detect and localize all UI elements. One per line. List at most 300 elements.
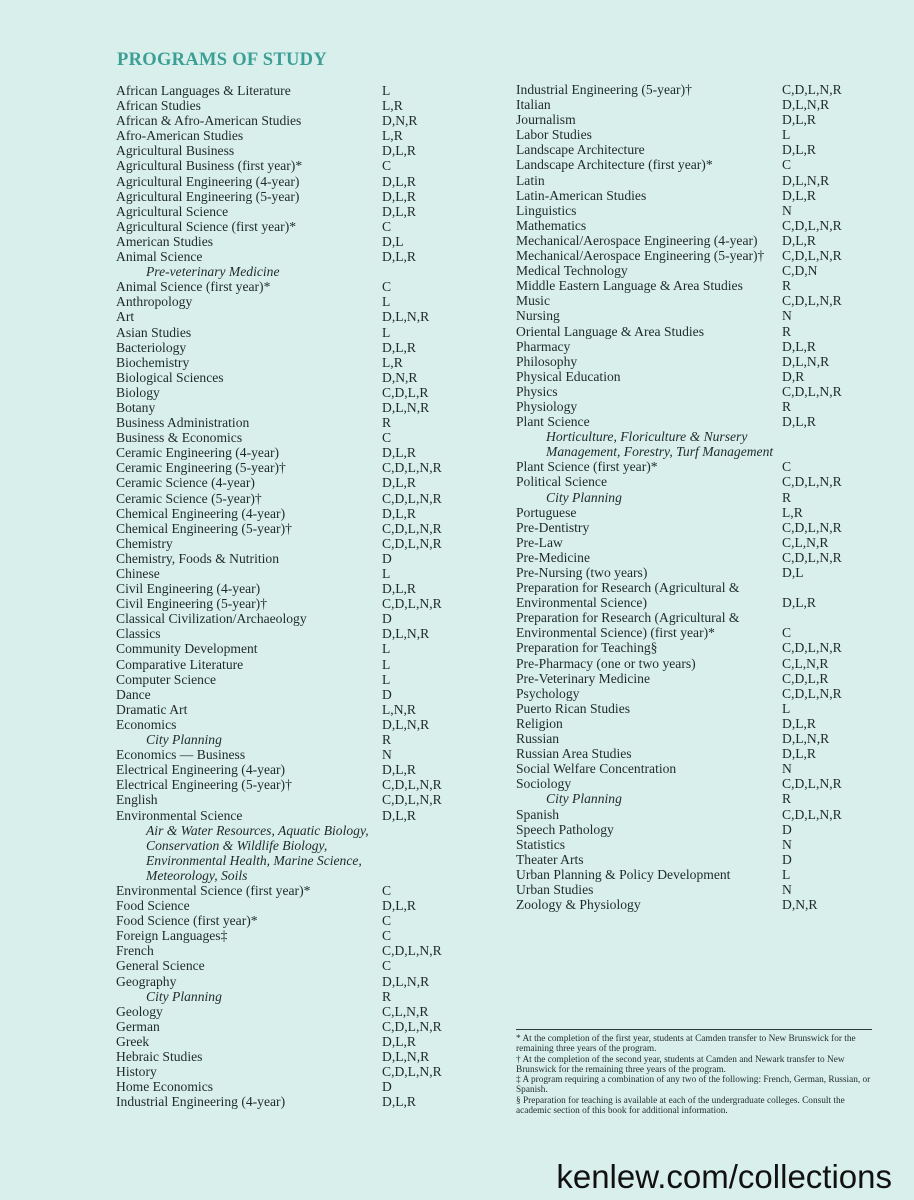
campus-codes: C,D,L,N,R [782,248,842,264]
program-row [516,565,886,580]
program-name: African Languages & Literature [116,83,291,98]
program-name: Agricultural Science (first year)* [116,218,297,234]
campus-codes: D,N,R [382,369,418,385]
program-row [516,399,886,414]
campus-codes: D,L,N,R [782,353,830,369]
program-row [116,747,486,762]
program-row [116,596,486,611]
campus-codes: L [382,83,391,98]
program-row [116,128,486,143]
campus-codes: D,L,N,R [382,1049,430,1064]
program-name: Pharmacy [516,338,571,354]
program-row [516,535,886,550]
program-row [516,324,886,339]
campus-codes: C,D,L,N,R [382,943,442,959]
program-name: Greek [116,1033,150,1049]
program-name: Physical Education [516,368,621,384]
campus-codes: L [382,641,391,657]
program-name: Asian Studies [116,324,192,340]
campus-codes: D,N,R [382,113,418,129]
program-name: Statistics [516,836,566,852]
program-row [116,174,486,189]
program-name: Comparative Literature [116,656,244,672]
campus-codes: D,L,R [782,142,816,158]
program-row [116,521,486,536]
program-row [116,672,486,687]
campus-codes: R [782,323,792,339]
campus-codes: C,L,N,R [782,655,829,671]
program-name: City Planning [146,988,222,1004]
program-name: Art [116,309,135,325]
program-row [516,97,886,112]
footnote-divider [516,1029,872,1030]
program-row [116,1004,486,1019]
campus-codes: C [382,928,392,944]
program-name: Home Economics [116,1079,214,1095]
campus-codes: C,D,L,N,R [382,777,442,793]
program-name: Latin [516,172,545,188]
campus-codes: D,L,N,R [382,399,430,415]
program-row [116,506,486,521]
campus-codes: R [782,791,792,807]
program-name: Food Science [116,898,190,914]
footnote-first-year: * At the completion of the first year, students at Camden transfer to New Brunswick for the remaining three years of the program. [516,1034,856,1055]
program-row [516,807,886,822]
program-name: Dance [116,686,151,702]
program-name: African & Afro-American Studies [116,113,302,129]
campus-codes: D,R [782,368,805,384]
campus-codes: D [382,550,392,566]
campus-codes: D,L,R [382,1094,416,1110]
program-name: Agricultural Engineering (5-year) [116,188,300,204]
program-row [516,112,886,127]
campus-codes: L [382,671,391,687]
program-name: Pre-veterinary Medicine [146,264,280,280]
program-row [116,762,486,777]
campus-codes: L [382,656,391,672]
program-row [516,761,886,776]
campus-codes: R [382,988,392,1004]
program-name: Landscape Architecture (first year)* [516,157,713,173]
campus-codes: D,L,R [782,414,816,430]
campus-codes: C [382,882,392,898]
campus-codes: D,L,R [782,112,816,128]
campus-codes: D,L,N,R [382,973,430,989]
campus-codes: L,R [382,354,403,370]
campus-codes: C [382,913,392,929]
program-name: Urban Planning & Policy Development [516,866,731,882]
program-name: Computer Science [116,671,217,687]
program-row [116,702,486,717]
program-row [516,459,886,474]
program-row [116,355,486,370]
program-name: Religion [516,715,563,731]
program-name: Mechanical/Aerospace Engineering (5-year)† [516,248,765,264]
program-name: Ceramic Science (5-year)† [116,490,262,506]
program-row [516,293,886,308]
footnote-foreign-languages: ‡ A program requiring a combination of any two of the following: French, German, Russian, or Spanish. [516,1075,871,1096]
campus-codes: C,D,L,N,R [782,806,842,822]
program-row [116,385,486,400]
watermark: kenlew.com/collections [556,1158,892,1195]
program-name: Agricultural Engineering (4-year) [116,173,300,189]
program-name: Puerto Rican Studies [516,700,631,716]
program-name: French [116,943,154,959]
program-name: Environmental Science [116,807,243,823]
program-row [116,1094,486,1109]
program-row [516,339,886,354]
campus-codes: C,D,L,N,R [782,293,842,309]
program-row [516,882,886,897]
program-name: Italian [516,97,551,113]
campus-codes: D,L,R [382,505,416,521]
program-row [116,430,486,445]
campus-codes: L [382,324,391,340]
program-subtopic-row [116,823,486,883]
program-subtopic-row [516,490,886,505]
footnotes [516,1034,874,1116]
campus-codes: C,D,L,N,R [382,1064,442,1080]
program-row [116,536,486,551]
campus-codes: C [382,430,392,446]
campus-codes: L [782,866,791,882]
campus-codes: D,L [382,233,404,249]
campus-codes: D [382,1079,392,1095]
program-row [116,279,486,294]
program-row [516,550,886,565]
program-name: Agricultural Business [116,143,235,159]
program-name: Latin-American Studies [516,187,647,203]
program-row [116,143,486,158]
program-row [116,98,486,113]
program-row [116,204,486,219]
program-name: Preparation for Research (Agricultural & Environmental Science) (first year)* [516,610,740,641]
page-title: PROGRAMS OF STUDY [117,50,327,70]
campus-codes: D,L,N,R [382,309,430,325]
campus-codes: N [782,308,792,324]
program-row [516,157,886,172]
program-name: Agricultural Business (first year)* [116,158,303,174]
campus-codes: D,L,R [782,232,816,248]
program-row [516,822,886,837]
program-name: Pre-Medicine [516,549,590,565]
program-subtopic-row [116,989,486,1004]
program-name: Economics — Business [116,747,246,763]
program-name: Pre-Law [516,534,563,550]
program-row [116,234,486,249]
campus-codes: C,D,L,N,R [782,82,842,97]
program-name: City Planning [546,489,622,505]
campus-codes: L,R [382,128,403,144]
campus-codes: L,R [782,504,803,520]
campus-codes: C,D,L,N,R [382,520,442,536]
program-row [116,415,486,430]
campus-codes: D,L,R [382,203,416,219]
program-row [516,82,886,97]
program-name: Electrical Engineering (5-year)† [116,777,292,793]
program-name: Geology [116,1003,163,1019]
program-row [116,974,486,989]
program-name: Physics [516,383,558,399]
program-name: Civil Engineering (4-year) [116,581,261,597]
program-name: Industrial Engineering (4-year) [116,1094,286,1110]
program-name: English [116,792,158,808]
program-name: Physiology [516,398,578,414]
program-row [516,263,886,278]
program-name: Community Development [116,641,258,657]
program-name: Animal Science [116,249,203,265]
campus-codes: C,D,L,N,R [782,474,842,490]
program-row [516,776,886,791]
program-name: American Studies [116,233,214,249]
program-name: African Studies [116,98,201,114]
program-name: Psychology [516,685,580,701]
program-row [516,142,886,157]
program-name: Plant Science [516,414,590,430]
program-name: Anthropology [116,294,193,310]
campus-codes: C,D,L,R [782,670,829,686]
program-name: City Planning [546,791,622,807]
campus-codes: C,D,L,N,R [382,460,442,476]
campus-codes: C,D,L,R [382,384,429,400]
campus-codes: C,D,N [782,263,818,279]
footnote-second-year: † At the completion of the second year, students at Camden and Newark transfer to New Brunswick for the remaining three years of the program. [516,1054,845,1075]
campus-codes: D,L,R [382,143,416,159]
campus-codes: D [382,611,392,627]
campus-codes: C,D,L,N,R [382,596,442,612]
program-row [516,233,886,248]
campus-codes: L [782,700,791,716]
program-row [516,656,886,671]
campus-codes: R [782,278,792,294]
program-row [516,384,886,399]
program-name: Zoology & Physiology [516,897,641,913]
program-name: German [116,1018,160,1034]
program-name: Classical Civilization/Archaeology [116,611,307,627]
program-row [516,867,886,882]
program-name: Economics [116,716,177,732]
program-name: Pre-Veterinary Medicine [516,670,650,686]
program-row [516,701,886,716]
program-name: Mechanical/Aerospace Engineering (4-year) [516,232,758,248]
campus-codes: C,L,N,R [382,1003,429,1019]
program-name: Chemistry [116,535,173,551]
campus-codes: N [782,202,792,218]
program-row [516,127,886,142]
program-row [116,219,486,234]
program-row [116,491,486,506]
campus-codes: N [782,761,792,777]
program-row [116,113,486,128]
campus-codes: D,L,N,R [782,97,830,113]
program-row [116,158,486,173]
program-subtopic-row [116,264,486,279]
program-row [516,731,886,746]
program-row [116,626,486,641]
program-name: Urban Studies [516,881,594,897]
program-row [516,505,886,520]
footnote-teaching: § Preparation for teaching is available at each of the undergraduate colleges. Consult the academic section of this book for additional information. [516,1095,845,1117]
campus-codes: D,L [782,565,804,580]
campus-codes: D,L,R [382,762,416,778]
program-name: Environmental Science (first year)* [116,882,311,898]
program-row [116,445,486,460]
program-name: Medical Technology [516,263,628,279]
campus-codes: D,L,R [382,807,416,823]
program-name: Theater Arts [516,851,584,867]
campus-codes: C [382,279,392,295]
campus-codes: D,L,R [382,581,416,597]
campus-codes: C,D,L,N,R [382,490,442,506]
program-row [116,325,486,340]
programs-list-right [516,82,886,912]
campus-codes: C,D,L,N,R [782,776,842,792]
program-row [116,340,486,355]
program-row [516,474,886,489]
program-row [516,369,886,384]
program-name: Russian Area Studies [516,746,632,762]
campus-codes: D [782,821,792,837]
program-name: Horticulture, Floriculture & Nursery Management, Forestry, Turf Management [546,429,774,460]
program-row [116,309,486,324]
program-name: Electrical Engineering (4-year) [116,762,286,778]
program-name: Chemical Engineering (4-year) [116,505,286,521]
program-row [516,354,886,369]
program-row [116,1079,486,1094]
program-name: Pre-Pharmacy (one or two years) [516,655,696,671]
campus-codes: C,D,L,N,R [382,792,442,808]
program-row [116,1064,486,1079]
campus-codes: C,D,L,N,R [782,685,842,701]
program-row [516,203,886,218]
program-name: Foreign Languages‡ [116,928,228,944]
program-name: Political Science [516,474,607,490]
campus-codes: D,L,R [782,187,816,203]
program-name: Industrial Engineering (5-year)† [516,82,692,97]
program-row [116,883,486,898]
program-name: Classics [116,626,161,642]
program-row [516,897,886,912]
campus-codes: C [382,158,392,174]
program-name: Ceramic Science (4-year) [116,475,255,491]
campus-codes: D,L,R [382,188,416,204]
program-row [516,837,886,852]
program-subtopic-row [516,429,886,459]
program-name: Afro-American Studies [116,128,244,144]
program-name: Linguistics [516,202,577,218]
campus-codes: N [782,881,792,897]
campus-codes: D,L,R [782,338,816,354]
program-name: History [116,1064,157,1080]
campus-codes: D,L,N,R [782,731,830,747]
campus-codes: D,L,R [382,1033,416,1049]
program-name: Middle Eastern Language & Area Studies [516,278,743,294]
campus-codes: R [782,489,792,505]
program-name: Chinese [116,566,160,581]
campus-codes: C,D,L,N,R [382,535,442,551]
campus-codes: L [382,294,391,310]
program-name: Biology [116,384,160,400]
program-row [116,928,486,943]
program-name: Landscape Architecture [516,142,645,158]
program-name: Portuguese [516,504,577,520]
campus-codes: N [782,836,792,852]
program-name: Pre-Dentistry [516,519,590,535]
campus-codes: D,L,R [382,445,416,461]
program-row [516,188,886,203]
program-name: Business Administration [116,415,250,431]
program-row [516,248,886,263]
campus-codes: C [782,157,792,173]
campus-codes: D,L,R [382,475,416,491]
program-name: Nursing [516,308,560,324]
program-name: Labor Studies [516,127,592,143]
program-row [116,370,486,385]
campus-codes: D,L,R [782,595,816,611]
program-row [516,686,886,701]
program-row [116,808,486,823]
program-name: Russian [516,731,560,747]
program-row [116,687,486,702]
program-row [516,610,886,640]
program-row [116,1049,486,1064]
program-name: Botany [116,399,156,415]
campus-codes: L [382,566,391,581]
program-row [116,657,486,672]
campus-codes: D,L,N,R [382,716,430,732]
campus-codes: D,L,R [382,339,416,355]
program-row [116,400,486,415]
program-name: Philosophy [516,353,578,369]
program-row [116,189,486,204]
program-row [516,218,886,233]
program-row [516,852,886,867]
program-row [116,792,486,807]
campus-codes: R [782,398,792,414]
campus-codes: C [382,218,392,234]
program-row [516,746,886,761]
campus-codes: D [782,851,792,867]
program-name: Ceramic Engineering (5-year)† [116,460,286,476]
program-name: Social Welfare Concentration [516,761,677,777]
program-row [516,671,886,686]
program-name: Pre-Nursing (two years) [516,565,648,580]
campus-codes: R [382,732,392,748]
campus-codes: C,L,N,R [782,534,829,550]
program-row [116,611,486,626]
programs-list-left [116,83,486,1109]
campus-codes: D,L,R [382,249,416,265]
program-row [116,460,486,475]
program-row [116,943,486,958]
program-row [516,414,886,429]
program-name: Chemistry, Foods & Nutrition [116,550,280,566]
program-name: City Planning [146,732,222,748]
program-name: Agricultural Science [116,203,229,219]
program-row [116,898,486,913]
program-name: Sociology [516,776,572,792]
program-name: Dramatic Art [116,701,188,717]
program-name: Preparation for Research (Agricultural & Environmental Science) [516,580,740,611]
program-name: Mathematics [516,217,587,233]
campus-codes: L [782,127,791,143]
program-row [516,520,886,535]
campus-codes: D,N,R [782,897,818,913]
campus-codes: C,D,L,N,R [782,640,842,656]
program-row [116,551,486,566]
program-name: Journalism [516,112,576,128]
program-row [516,640,886,655]
